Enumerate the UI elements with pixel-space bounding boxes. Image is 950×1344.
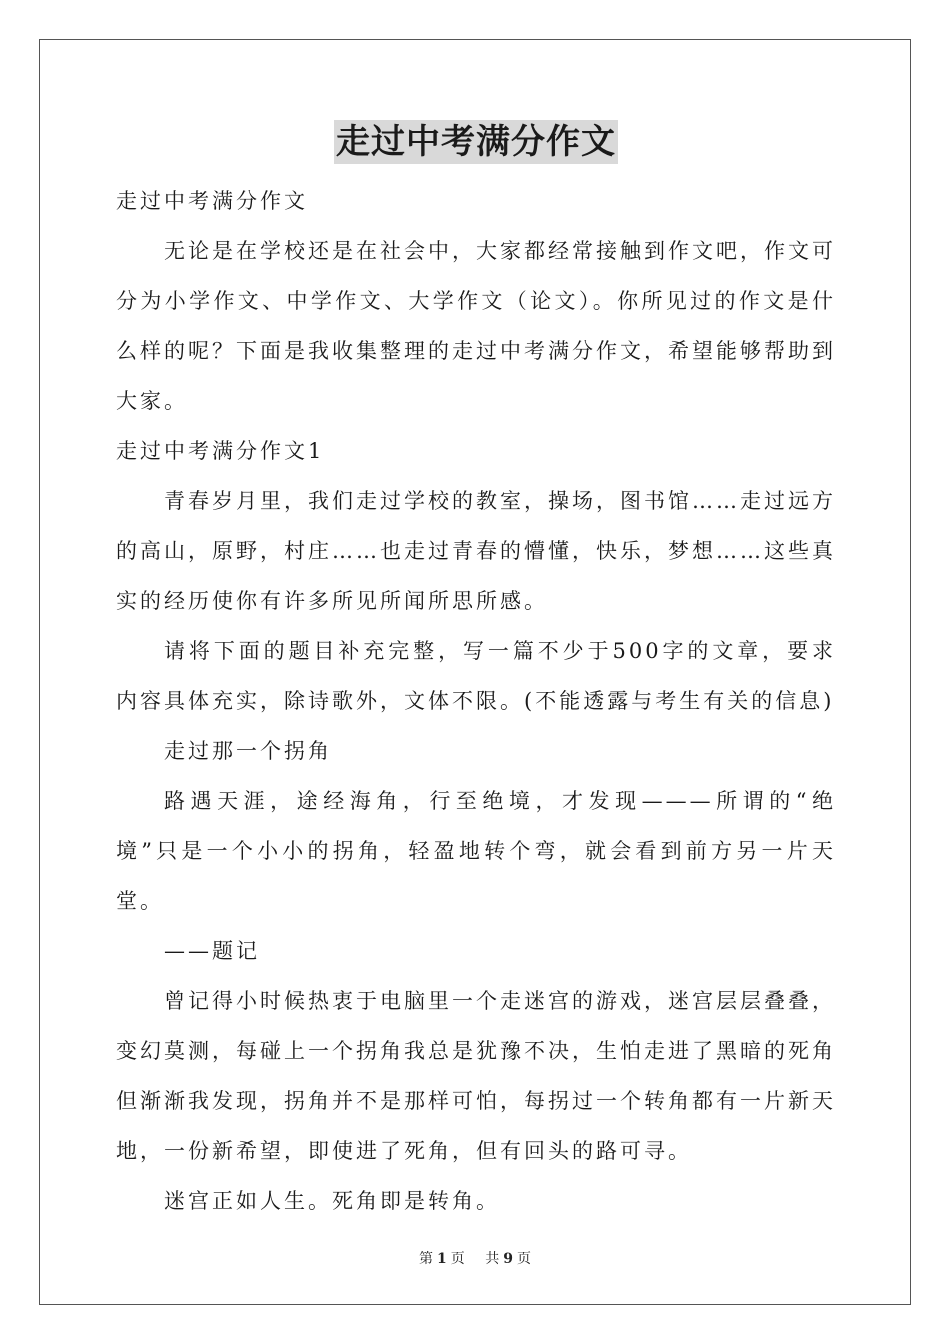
paragraph: 迷宫正如人生。死角即是转角。 xyxy=(164,1189,500,1213)
document-title: 走过中考满分作文 xyxy=(336,122,616,162)
page-footer xyxy=(0,1248,950,1268)
section-heading: 走过中考满分作文1 xyxy=(116,439,325,463)
document-body xyxy=(116,120,836,1226)
intro-paragraph: 无论是在学校还是在社会中，大家都经常接触到作文吧，作文可分为小学作文、中学作文、大学作文（论文）。你所见过的作文是什么样的呢？下面是我收集整理的走过中考满分作文，希望能够帮助到大家。 xyxy=(116,239,836,413)
page-number xyxy=(415,1251,469,1267)
current-page: 1 xyxy=(437,1251,447,1267)
page-unit: 页 xyxy=(450,1251,465,1267)
paragraph: 青春岁月里，我们走过学校的教室，操场，图书馆……走过远方的高山，原野，村庄……也走过青春的懵懂，快乐，梦想……这些真实的经历使你有许多所见所闻所思所感。 xyxy=(116,489,836,613)
title-wrap xyxy=(116,120,836,168)
document-subtitle: 走过中考满分作文 xyxy=(116,189,308,213)
epigraph-note: ——题记 xyxy=(164,939,260,963)
essay-title: 走过那一个拐角 xyxy=(164,739,332,763)
paragraph: 曾记得小时候热衷于电脑里一个走迷宫的游戏，迷宫层层叠叠，变幻莫测，每碰上一个拐角我总是犹豫不决，生怕走进了黑暗的死角但渐渐我发现，拐角并不是那样可怕，每拐过一个转角都有一片新天地，一份新希望，即使进了死角，但有回头的路可寻。 xyxy=(116,989,836,1163)
page-prefix: 第 xyxy=(419,1251,434,1267)
paragraph: 请将下面的题目补充完整，写一篇不少于500字的文章，要求内容具体充实，除诗歌外，文体不限。(不能透露与考生有关的信息) xyxy=(116,639,836,713)
paragraph: 路遇天涯，途经海角，行至绝境，才发现———所谓的“绝境”只是一个小小的拐角，轻盈地转个弯，就会看到前方另一片天堂。 xyxy=(116,789,836,913)
total-pages: 9 xyxy=(503,1251,513,1267)
page-total xyxy=(481,1251,535,1267)
total-unit: 页 xyxy=(516,1251,531,1267)
total-prefix: 共 xyxy=(485,1251,500,1267)
